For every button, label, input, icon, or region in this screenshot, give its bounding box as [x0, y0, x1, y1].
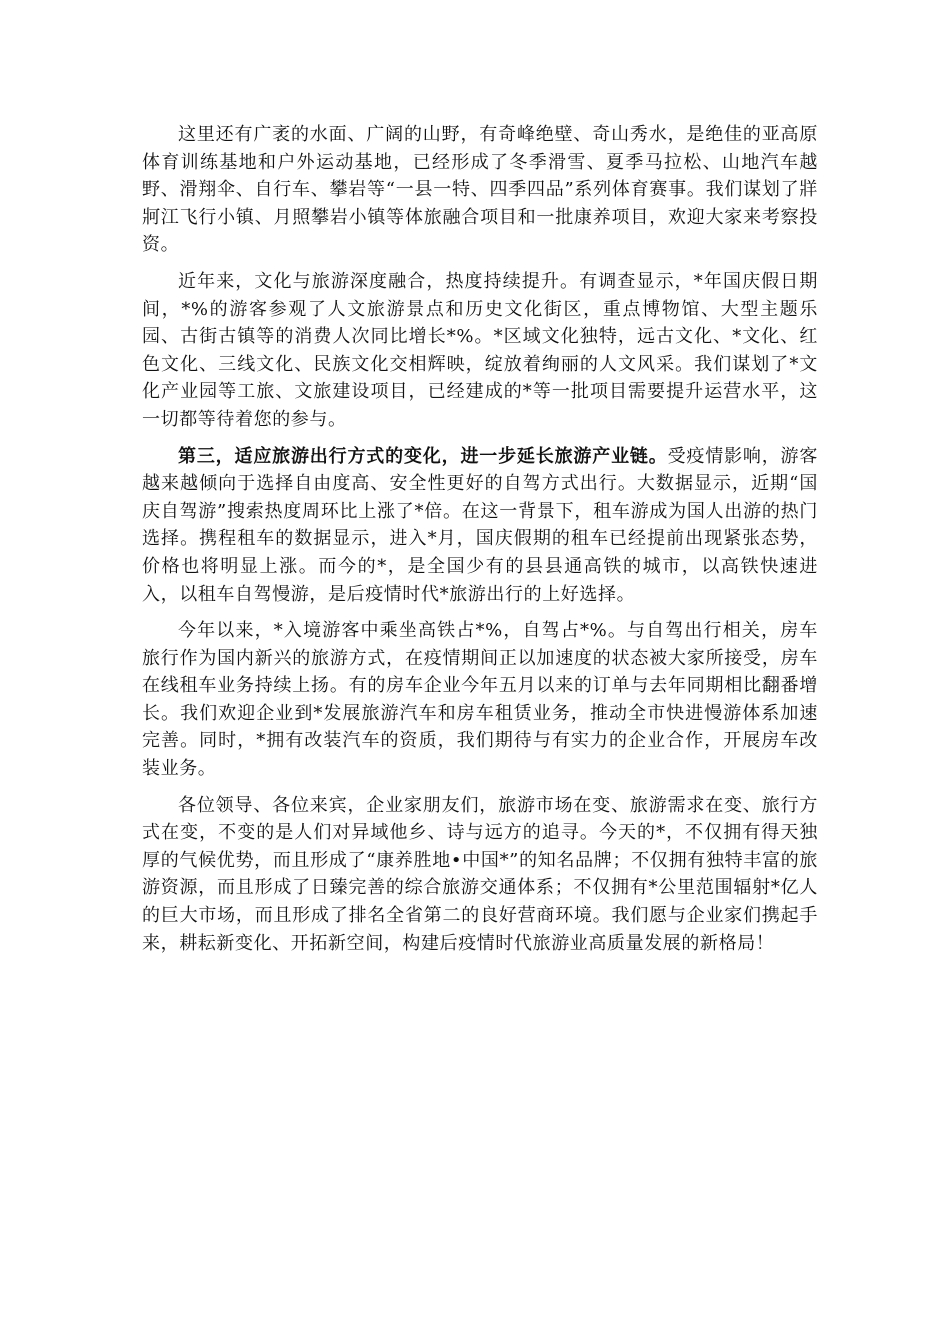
paragraph-text: 这里还有广袤的水面、广阔的山野，有奇峰绝壁、奇山秀水，是绝佳的亚高原体育训练基地和户外运动基地，已经形成了冬季滑雪、夏季马拉松、山地汽车越野、滑翔伞、自行车、攀岩等“一县一特、四季四品”系列体育赛事。我们谋划了牂牁江飞行小镇、月照攀岩小镇等体旅融合项目和一批康养项目，欢迎大家来考察投资。	[142, 124, 818, 256]
document-page	[142, 121, 818, 966]
paragraph-lead-heading: 第三，适应旅游出行方式的变化，进一步延长旅游产业链。	[178, 445, 668, 467]
paragraph-closing	[142, 792, 818, 958]
paragraph-travel-mode	[142, 443, 818, 609]
paragraph-culture-tourism	[142, 268, 818, 434]
paragraph-text: 各位领导、各位来宾，企业家朋友们，旅游市场在变、旅游需求在变、旅行方式在变，不变的是人们对异域他乡、诗与远方的追寻。今天的*，不仅拥有得天独厚的气候优势，而且形成了“康养胜地•中国*”的知名品牌；不仅拥有独特丰富的旅游资源，而且形成了日臻完善的综合旅游交通体系；不仅拥有*公里范围辐射*亿人的巨大市场，而且形成了排名全省第二的良好营商环境。我们愿与企业家们携起手来，耕耘新变化、开拓新空间，构建后疫情时代旅游业高质量发展的新格局！	[142, 794, 818, 954]
paragraph-text: 受疫情影响，游客越来越倾向于选择自由度高、安全性更好的自驾方式出行。大数据显示，近期“国庆自驾游”搜索热度周环比上涨了*倍。在这一背景下，租车游成为国人出游的热门选择。携程租车的数据显示，进入*月，国庆假期的租车已经提前出现紧张态势，价格也将明显上涨。而今的*，是全国少有的县县通高铁的城市，以高铁快速进入，以租车自驾慢游，是后疫情时代*旅游出行的上好选择。	[142, 445, 818, 605]
paragraph-rv-travel	[142, 617, 818, 783]
paragraph-text: 近年来，文化与旅游深度融合，热度持续提升。有调查显示，*年国庆假日期间，*%的游客参观了人文旅游景点和历史文化街区，重点博物馆、大型主题乐园、古街古镇等的消费人次同比增长*%。*区域文化独特，远古文化、*文化、红色文化、三线文化、民族文化交相辉映，绽放着绚丽的人文风采。我们谋划了*文化产业园等工旅、文旅建设项目，已经建成的*等一批项目需要提升运营水平，这一切都等待着您的参与。	[142, 270, 818, 430]
paragraph-mountains-sports	[142, 121, 818, 259]
paragraph-text: 今年以来，*入境游客中乘坐高铁占*%，自驾占*%。与自驾出行相关，房车旅行作为国内新兴的旅游方式，在疫情期间正以加速度的状态被大家所接受，房车在线租车业务持续上扬。有的房车企业今年五月以来的订单与去年同期相比翻番增长。我们欢迎企业到*发展旅游汽车和房车租赁业务，推动全市快进慢游体系加速完善。同时，*拥有改装汽车的资质，我们期待与有实力的企业合作，开展房车改装业务。	[142, 620, 818, 780]
